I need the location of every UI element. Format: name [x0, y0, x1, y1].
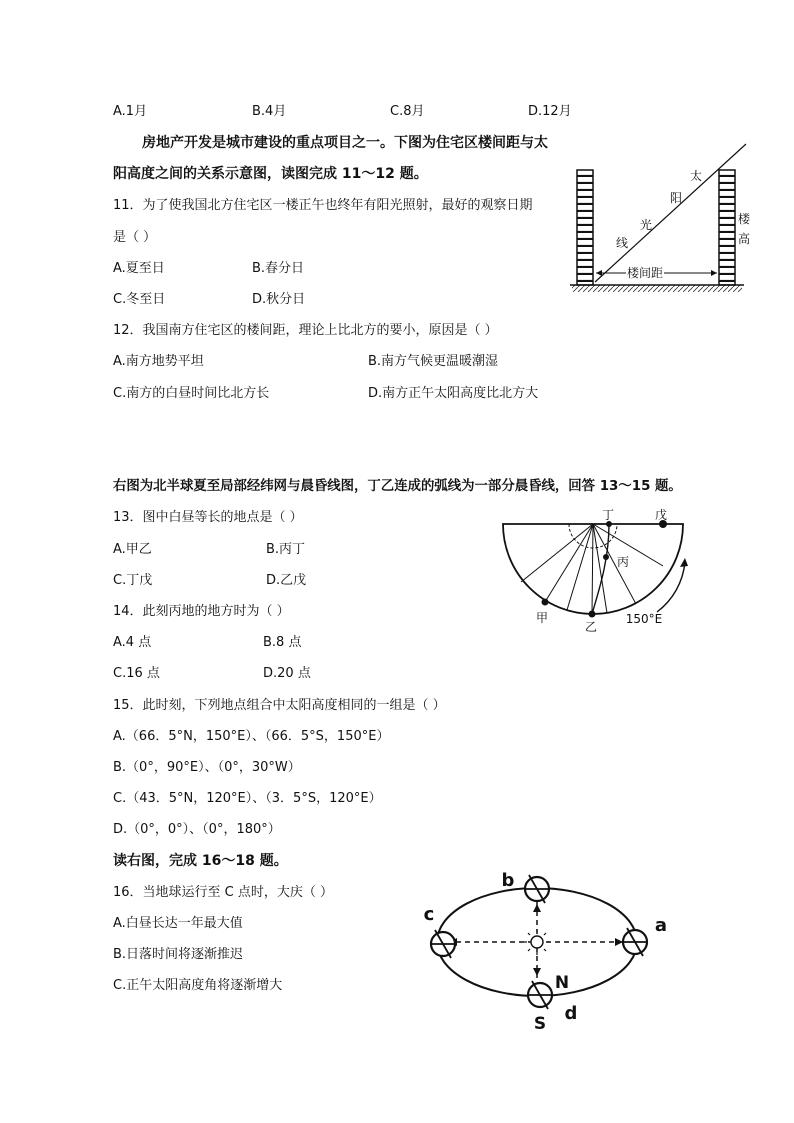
earth-position-d [528, 981, 552, 1009]
height-char-1: 楼 [737, 212, 751, 226]
sunline-char-3: 光 [639, 218, 653, 232]
q12-stem: 12．我国南方住宅区的楼间距，理论上比北方的要小，原因是（ ） [113, 323, 498, 338]
label-yi: 乙 [584, 620, 598, 634]
q15-option-d: D.（0°，0°）、（0°，180°） [113, 822, 281, 837]
q16-stem: 16．当地球运行至 C 点时，大庆（ ） [113, 885, 334, 900]
earth-position-b [525, 875, 549, 903]
label-jia: 甲 [535, 611, 549, 625]
sunline-char-4: 线 [615, 236, 629, 250]
q14-option-c: C.16 点 [113, 666, 160, 681]
sunline-char-1: 太 [689, 169, 703, 183]
q14-option-a: A.4 点 [113, 635, 152, 650]
point-yi [589, 611, 596, 618]
meridian-2 [545, 524, 593, 602]
point-jia [542, 599, 549, 606]
q14-option-d: D.20 点 [263, 666, 311, 681]
label-d: d [564, 1003, 578, 1024]
q13-option-b: B.丙丁 [266, 542, 306, 557]
label-s: S [533, 1014, 547, 1034]
q11-stem-line1: 11．为了使我国北方住宅区一楼正午也终年有阳光照射，最好的观察日期 [113, 198, 533, 213]
height-char-2: 高 [737, 232, 751, 246]
q10-option-a: A.1月 [113, 104, 148, 119]
intro-11-12-line1: 房地产开发是城市建设的重点项目之一。下图为住宅区楼间距与太 [142, 135, 548, 151]
left-building [577, 170, 593, 285]
earth-position-a [623, 928, 647, 956]
q14-option-b: B.8 点 [263, 635, 302, 650]
q13-stem: 13．图中白昼等长的地点是（ ） [113, 510, 303, 525]
ground-hatch [572, 285, 742, 292]
meridian-1 [521, 524, 593, 582]
q16-option-b: B.日落时间将逐渐推迟 [113, 947, 244, 962]
earth-position-c [431, 930, 455, 958]
q13-option-a: A.甲乙 [113, 542, 152, 557]
q12-option-a: A.南方地势平坦 [113, 354, 204, 369]
terminator-semicircle-diagram [495, 500, 695, 640]
q13-option-c: C.丁戊 [113, 573, 153, 588]
q15-stem: 15．此时刻，下列地点组合中太阳高度相同的一组是（ ） [113, 698, 446, 713]
building-distance-diagram [568, 142, 751, 298]
q14-stem: 14．此刻丙地的地方时为（ ） [113, 604, 290, 619]
label-n: N [554, 973, 570, 993]
q10-option-b: B.4月 [252, 104, 287, 119]
q15-option-b: B.（0°，90°E）、（0°，30°W） [113, 760, 301, 775]
label-a: a [654, 915, 668, 936]
q11-option-c: C.冬至日 [113, 292, 166, 307]
q10-option-d: D.12月 [528, 104, 572, 119]
distance-label: 楼间距 [626, 266, 664, 280]
q12-option-b: B.南方气候更温暖潮湿 [368, 354, 499, 369]
q16-option-a: A.白昼长达一年最大值 [113, 916, 243, 931]
intro-13-15: 右图为北半球夏至局部经纬网与晨昏线图，丁乙连成的弧线为一部分晨昏线，回答 13～15 题。 [113, 479, 682, 494]
q11-option-a: A.夏至日 [113, 261, 165, 276]
q11-stem-line2: 是（ ） [113, 230, 157, 245]
label-150e: 150°E [625, 612, 663, 626]
sunline-char-2: 阳 [669, 191, 683, 205]
intro-16-18: 读右图，完成 16～18 题。 [113, 853, 288, 869]
label-ding: 丁 [601, 508, 615, 522]
q15-option-c: C.（43．5°N，120°E）、（3．5°S，120°E） [113, 791, 382, 806]
q13-option-d: D.乙戊 [266, 573, 307, 588]
q12-option-d: D.南方正午太阳高度比北方大 [368, 386, 539, 401]
label-bing: 丙 [616, 555, 630, 569]
q11-option-d: D.秋分日 [252, 292, 306, 307]
point-bing [603, 554, 609, 560]
earth-orbit-diagram [415, 862, 675, 1034]
meridian-4 [592, 524, 593, 614]
meridian-3 [567, 524, 593, 610]
label-b: b [501, 870, 515, 891]
q11-option-b: B.春分日 [252, 261, 305, 276]
q10-option-c: C.8月 [390, 104, 425, 119]
label-wu: 戊 [654, 508, 668, 522]
intro-11-12-line2: 阳高度之间的关系示意图，读图完成 11～12 题。 [113, 166, 428, 182]
q16-option-c: C.正午太阳高度角将逐渐增大 [113, 978, 283, 993]
label-c: c [423, 904, 435, 925]
q15-option-a: A.（66．5°N，150°E）、（66．5°S，150°E） [113, 729, 390, 744]
right-building [719, 170, 735, 285]
q12-option-c: C.南方的白昼时间比北方长 [113, 386, 270, 401]
